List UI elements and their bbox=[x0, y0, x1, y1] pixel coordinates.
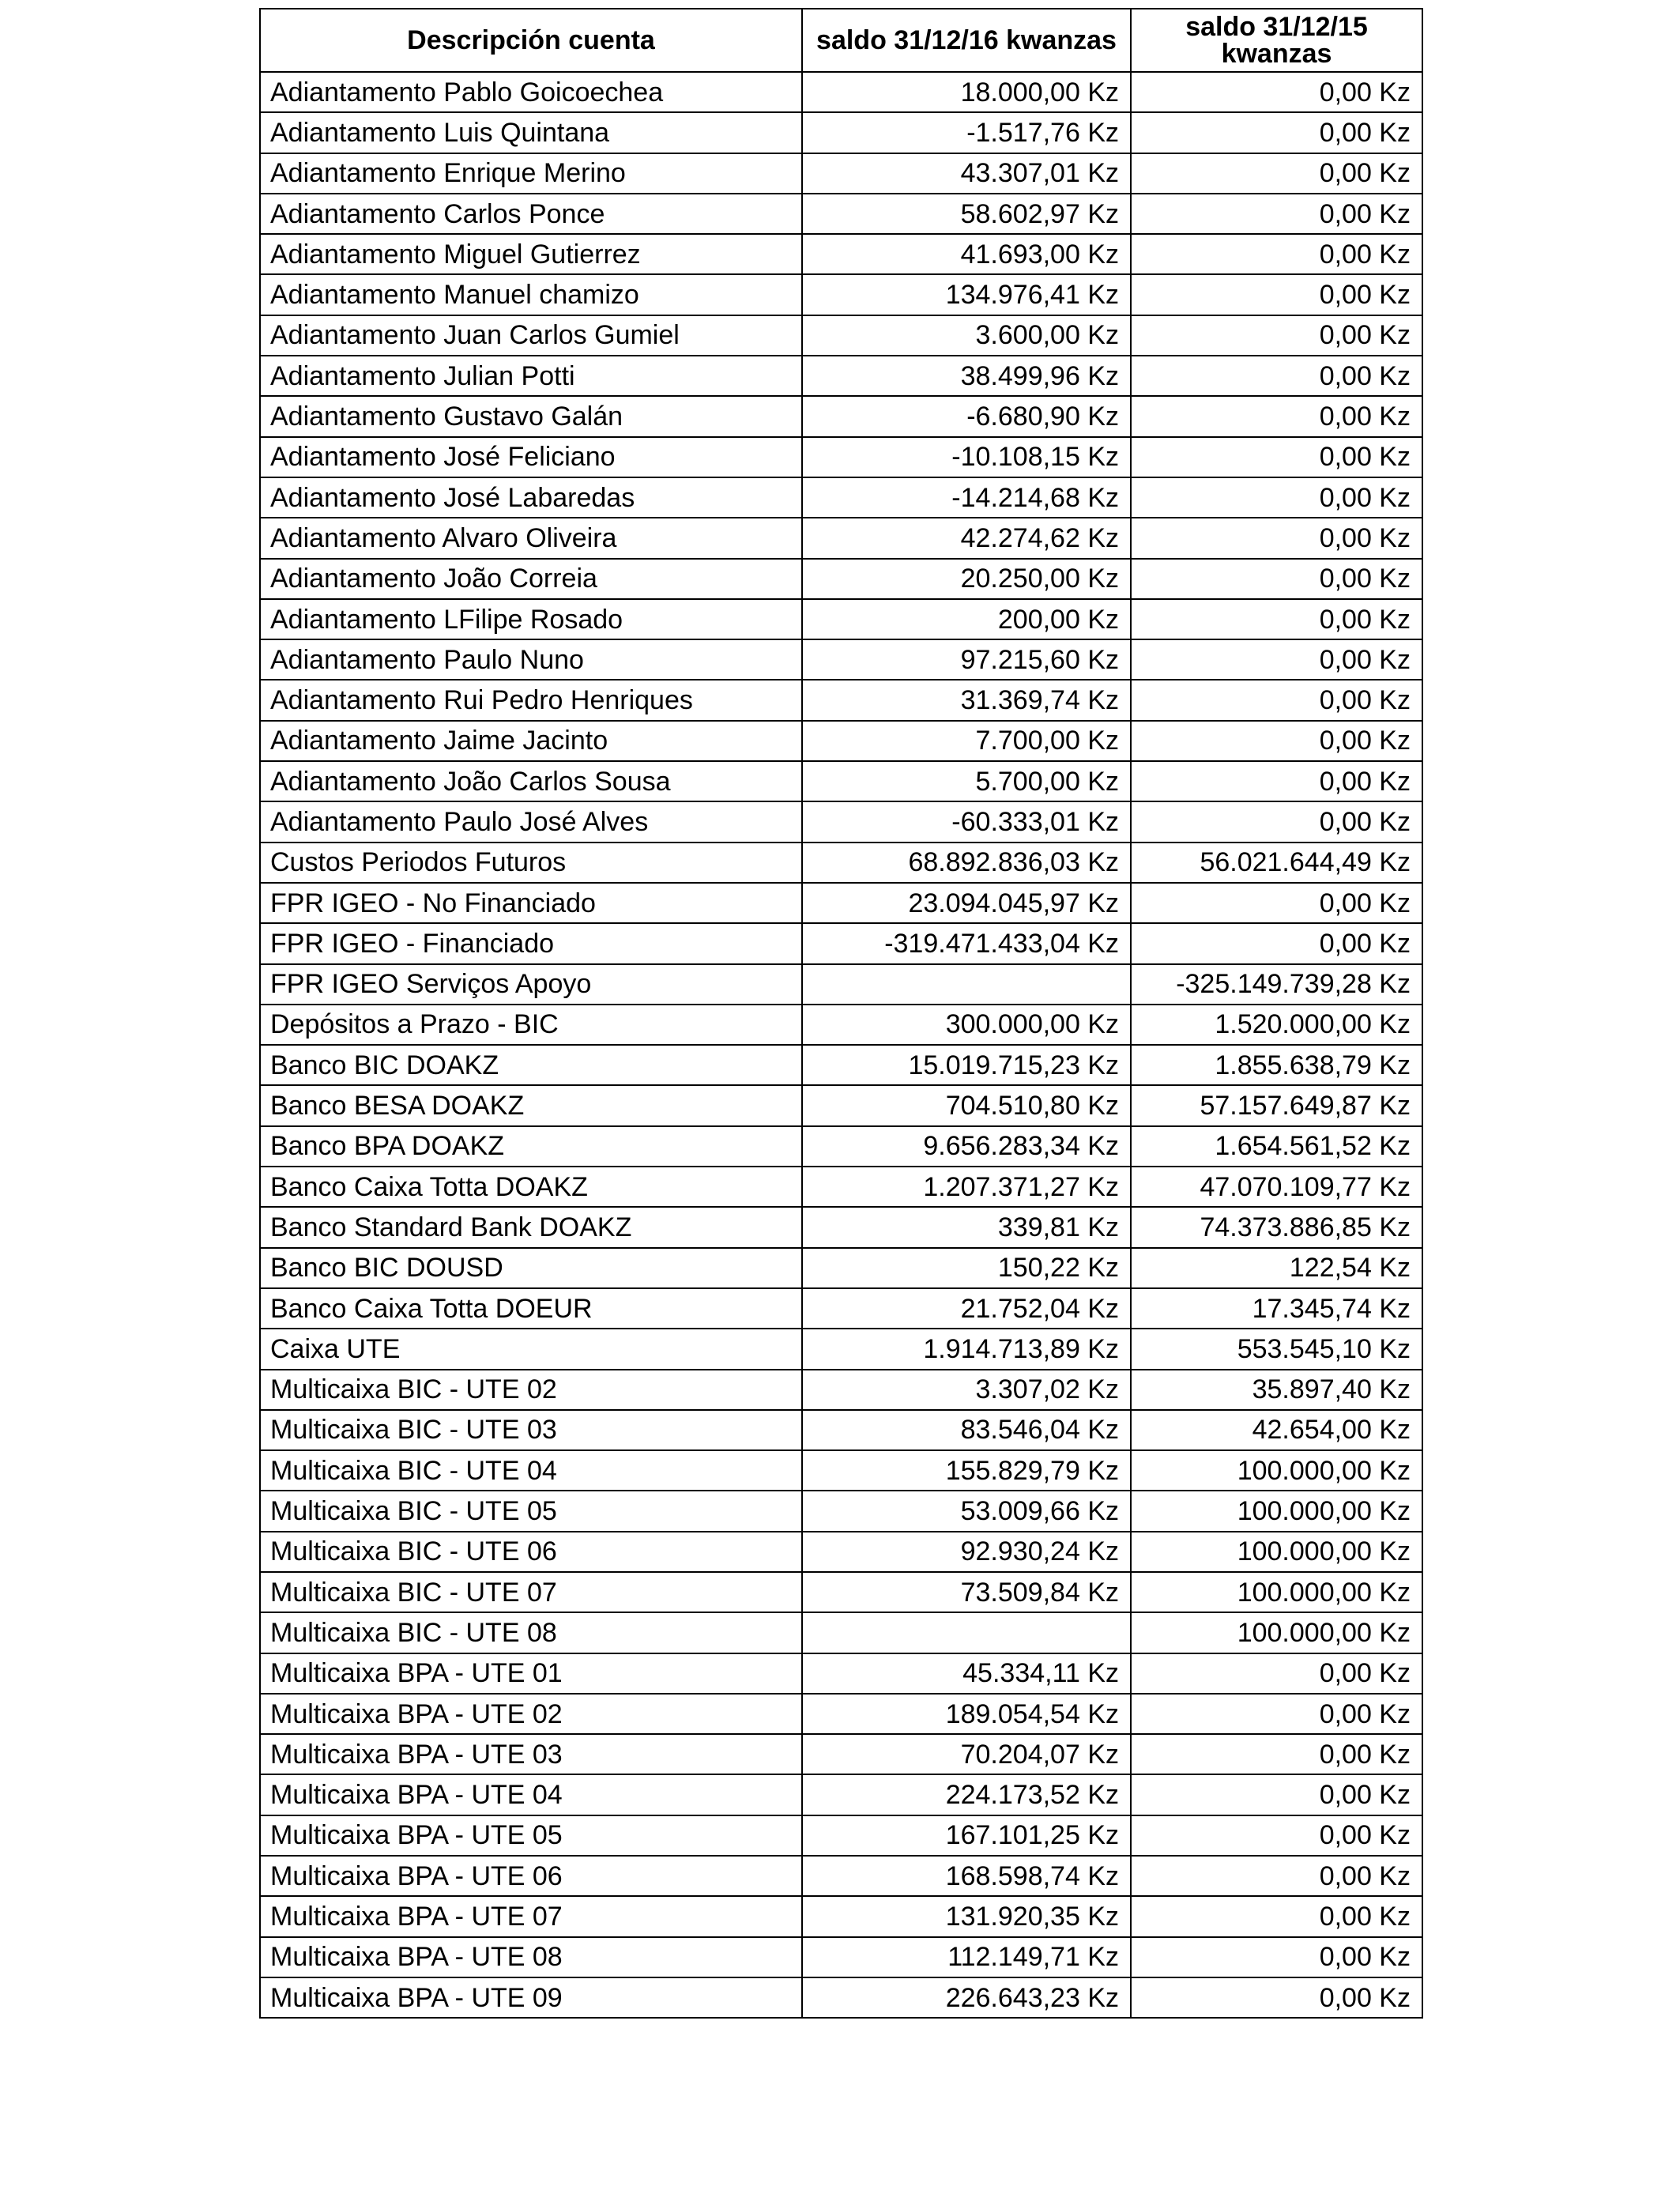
account-description-cell: Multicaixa BIC - UTE 04 bbox=[260, 1450, 802, 1491]
account-description-cell: FPR IGEO Serviços Apoyo bbox=[260, 964, 802, 1005]
account-description-cell: Adiantamento José Feliciano bbox=[260, 437, 802, 477]
saldo-2015-cell: 0,00 Kz bbox=[1131, 518, 1422, 558]
table-row bbox=[260, 1653, 1422, 1694]
table-row bbox=[260, 801, 1422, 842]
saldo-2016-cell: 42.274,62 Kz bbox=[802, 518, 1131, 558]
saldo-2015-cell: 0,00 Kz bbox=[1131, 801, 1422, 842]
account-balance-table bbox=[259, 8, 1423, 2019]
account-description-cell: Multicaixa BIC - UTE 03 bbox=[260, 1410, 802, 1450]
table-row bbox=[260, 1774, 1422, 1815]
account-description-cell: Adiantamento Julian Potti bbox=[260, 356, 802, 396]
account-description-cell: Banco BESA DOAKZ bbox=[260, 1085, 802, 1125]
saldo-2016-cell: 3.600,00 Kz bbox=[802, 315, 1131, 356]
saldo-2016-cell: 97.215,60 Kz bbox=[802, 639, 1131, 680]
saldo-2016-cell: 45.334,11 Kz bbox=[802, 1653, 1131, 1694]
account-description-cell: Adiantamento Miguel Gutierrez bbox=[260, 234, 802, 274]
saldo-2016-cell: 21.752,04 Kz bbox=[802, 1288, 1131, 1329]
account-description-cell: Adiantamento Luis Quintana bbox=[260, 112, 802, 153]
saldo-2016-cell: -1.517,76 Kz bbox=[802, 112, 1131, 153]
saldo-2015-cell: 17.345,74 Kz bbox=[1131, 1288, 1422, 1329]
saldo-2015-cell: 42.654,00 Kz bbox=[1131, 1410, 1422, 1450]
saldo-2015-cell: 35.897,40 Kz bbox=[1131, 1370, 1422, 1410]
saldo-2015-cell: 57.157.649,87 Kz bbox=[1131, 1085, 1422, 1125]
table-row bbox=[260, 923, 1422, 963]
saldo-2016-cell: 189.054,54 Kz bbox=[802, 1694, 1131, 1734]
table-body bbox=[260, 72, 1422, 2018]
saldo-2016-cell: 31.369,74 Kz bbox=[802, 680, 1131, 720]
saldo-2015-cell: 0,00 Kz bbox=[1131, 559, 1422, 599]
account-description-cell: FPR IGEO - Financiado bbox=[260, 923, 802, 963]
account-description-cell: Adiantamento Paulo José Alves bbox=[260, 801, 802, 842]
account-description-cell: Multicaixa BPA - UTE 01 bbox=[260, 1653, 802, 1694]
saldo-2016-cell: 131.920,35 Kz bbox=[802, 1896, 1131, 1936]
table-row bbox=[260, 1734, 1422, 1774]
saldo-2016-cell: -6.680,90 Kz bbox=[802, 396, 1131, 436]
saldo-2015-cell: 0,00 Kz bbox=[1131, 599, 1422, 639]
table-row bbox=[260, 1572, 1422, 1612]
table-row bbox=[260, 1126, 1422, 1167]
table-row bbox=[260, 559, 1422, 599]
saldo-2016-cell: 167.101,25 Kz bbox=[802, 1815, 1131, 1856]
table-row bbox=[260, 356, 1422, 396]
table-row bbox=[260, 1329, 1422, 1369]
saldo-2015-cell: 100.000,00 Kz bbox=[1131, 1572, 1422, 1612]
saldo-2015-cell: 0,00 Kz bbox=[1131, 194, 1422, 234]
saldo-2015-cell: 100.000,00 Kz bbox=[1131, 1491, 1422, 1531]
account-description-cell: Banco BIC DOUSD bbox=[260, 1248, 802, 1288]
saldo-2015-cell: 0,00 Kz bbox=[1131, 883, 1422, 923]
saldo-2016-cell: 224.173,52 Kz bbox=[802, 1774, 1131, 1815]
table-row bbox=[260, 72, 1422, 112]
table-row bbox=[260, 1045, 1422, 1085]
saldo-2015-cell: 0,00 Kz bbox=[1131, 437, 1422, 477]
saldo-2015-cell: 0,00 Kz bbox=[1131, 680, 1422, 720]
saldo-2015-cell: 1.520.000,00 Kz bbox=[1131, 1005, 1422, 1045]
saldo-2015-cell: 0,00 Kz bbox=[1131, 315, 1422, 356]
account-description-cell: Multicaixa BIC - UTE 08 bbox=[260, 1612, 802, 1653]
account-description-cell: Multicaixa BPA - UTE 02 bbox=[260, 1694, 802, 1734]
saldo-2015-cell: 1.654.561,52 Kz bbox=[1131, 1126, 1422, 1167]
saldo-2015-cell: 0,00 Kz bbox=[1131, 153, 1422, 194]
saldo-2015-cell: 0,00 Kz bbox=[1131, 1896, 1422, 1936]
account-description-cell: Adiantamento Carlos Ponce bbox=[260, 194, 802, 234]
account-description-cell: Multicaixa BPA - UTE 05 bbox=[260, 1815, 802, 1856]
saldo-2016-cell: 43.307,01 Kz bbox=[802, 153, 1131, 194]
saldo-2015-cell: 0,00 Kz bbox=[1131, 1977, 1422, 2018]
saldo-2016-cell: 5.700,00 Kz bbox=[802, 761, 1131, 801]
saldo-2016-cell: 155.829,79 Kz bbox=[802, 1450, 1131, 1491]
account-description-cell: Multicaixa BPA - UTE 08 bbox=[260, 1937, 802, 1977]
saldo-2016-cell: 1.914.713,89 Kz bbox=[802, 1329, 1131, 1369]
table-row bbox=[260, 1370, 1422, 1410]
saldo-2015-cell: 0,00 Kz bbox=[1131, 639, 1422, 680]
saldo-2015-cell: 0,00 Kz bbox=[1131, 1856, 1422, 1896]
table-row bbox=[260, 518, 1422, 558]
saldo-2016-cell: 15.019.715,23 Kz bbox=[802, 1045, 1131, 1085]
table-row bbox=[260, 1207, 1422, 1247]
saldo-2016-cell: 168.598,74 Kz bbox=[802, 1856, 1131, 1896]
table-row bbox=[260, 112, 1422, 153]
account-description-cell: Adiantamento Jaime Jacinto bbox=[260, 721, 802, 761]
account-description-cell: Multicaixa BPA - UTE 03 bbox=[260, 1734, 802, 1774]
saldo-2015-cell: 0,00 Kz bbox=[1131, 1694, 1422, 1734]
saldo-2016-cell: 112.149,71 Kz bbox=[802, 1937, 1131, 1977]
table-row bbox=[260, 599, 1422, 639]
table-row bbox=[260, 1167, 1422, 1207]
table-row bbox=[260, 153, 1422, 194]
table-row bbox=[260, 1856, 1422, 1896]
table-row bbox=[260, 194, 1422, 234]
saldo-2016-cell: -319.471.433,04 Kz bbox=[802, 923, 1131, 963]
saldo-2016-cell: 41.693,00 Kz bbox=[802, 234, 1131, 274]
saldo-2016-cell: 7.700,00 Kz bbox=[802, 721, 1131, 761]
table-row bbox=[260, 1612, 1422, 1653]
table-row bbox=[260, 1288, 1422, 1329]
saldo-2015-cell: -325.149.739,28 Kz bbox=[1131, 964, 1422, 1005]
saldo-2016-cell: 70.204,07 Kz bbox=[802, 1734, 1131, 1774]
saldo-2015-cell: 0,00 Kz bbox=[1131, 1815, 1422, 1856]
table-row bbox=[260, 1532, 1422, 1572]
table-row bbox=[260, 477, 1422, 518]
saldo-2016-cell: 23.094.045,97 Kz bbox=[802, 883, 1131, 923]
table-row bbox=[260, 964, 1422, 1005]
account-description-cell: Multicaixa BIC - UTE 05 bbox=[260, 1491, 802, 1531]
account-description-cell: Adiantamento Manuel chamizo bbox=[260, 274, 802, 315]
saldo-2016-cell: 3.307,02 Kz bbox=[802, 1370, 1131, 1410]
saldo-2016-cell: -10.108,15 Kz bbox=[802, 437, 1131, 477]
account-description-cell: Multicaixa BPA - UTE 09 bbox=[260, 1977, 802, 2018]
account-description-cell: FPR IGEO - No Financiado bbox=[260, 883, 802, 923]
saldo-2015-cell: 0,00 Kz bbox=[1131, 234, 1422, 274]
header-saldo-2015-text: saldo 31/12/15 kwanzas bbox=[1185, 12, 1368, 69]
account-description-cell: Multicaixa BPA - UTE 07 bbox=[260, 1896, 802, 1936]
saldo-2016-cell: 68.892.836,03 Kz bbox=[802, 843, 1131, 883]
table-row bbox=[260, 437, 1422, 477]
saldo-2016-cell: 73.509,84 Kz bbox=[802, 1572, 1131, 1612]
account-description-cell: Depósitos a Prazo - BIC bbox=[260, 1005, 802, 1045]
saldo-2015-cell: 0,00 Kz bbox=[1131, 923, 1422, 963]
table-row bbox=[260, 234, 1422, 274]
table-row bbox=[260, 1450, 1422, 1491]
table-row bbox=[260, 315, 1422, 356]
account-description-cell: Adiantamento Rui Pedro Henriques bbox=[260, 680, 802, 720]
saldo-2015-cell: 0,00 Kz bbox=[1131, 1937, 1422, 1977]
saldo-2015-cell: 0,00 Kz bbox=[1131, 1653, 1422, 1694]
account-description-cell: Adiantamento Juan Carlos Gumiel bbox=[260, 315, 802, 356]
saldo-2015-cell: 122,54 Kz bbox=[1131, 1248, 1422, 1288]
table-row bbox=[260, 639, 1422, 680]
account-description-cell: Banco BPA DOAKZ bbox=[260, 1126, 802, 1167]
account-description-cell: Multicaixa BPA - UTE 06 bbox=[260, 1856, 802, 1896]
table-row bbox=[260, 883, 1422, 923]
account-description-cell: Adiantamento Gustavo Galán bbox=[260, 396, 802, 436]
saldo-2016-cell: 339,81 Kz bbox=[802, 1207, 1131, 1247]
saldo-2015-cell: 100.000,00 Kz bbox=[1131, 1450, 1422, 1491]
account-description-cell: Adiantamento Pablo Goicoechea bbox=[260, 72, 802, 112]
saldo-2016-cell: 53.009,66 Kz bbox=[802, 1491, 1131, 1531]
table-row bbox=[260, 1005, 1422, 1045]
saldo-2015-cell: 47.070.109,77 Kz bbox=[1131, 1167, 1422, 1207]
saldo-2016-cell: 38.499,96 Kz bbox=[802, 356, 1131, 396]
saldo-2016-cell: -14.214,68 Kz bbox=[802, 477, 1131, 518]
saldo-2015-cell: 1.855.638,79 Kz bbox=[1131, 1045, 1422, 1085]
account-description-cell: Multicaixa BPA - UTE 04 bbox=[260, 1774, 802, 1815]
saldo-2016-cell bbox=[802, 964, 1131, 1005]
table-row bbox=[260, 1896, 1422, 1936]
table-row bbox=[260, 1694, 1422, 1734]
saldo-2015-cell: 0,00 Kz bbox=[1131, 112, 1422, 153]
saldo-2016-cell: 300.000,00 Kz bbox=[802, 1005, 1131, 1045]
table-row bbox=[260, 721, 1422, 761]
header-saldo-2016: saldo 31/12/16 kwanzas bbox=[802, 9, 1131, 72]
saldo-2016-cell: 704.510,80 Kz bbox=[802, 1085, 1131, 1125]
saldo-2015-cell: 0,00 Kz bbox=[1131, 721, 1422, 761]
account-description-cell: Banco Caixa Totta DOAKZ bbox=[260, 1167, 802, 1207]
table-row bbox=[260, 1410, 1422, 1450]
account-description-cell: Adiantamento João Correia bbox=[260, 559, 802, 599]
saldo-2015-cell: 0,00 Kz bbox=[1131, 396, 1422, 436]
account-description-cell: Banco BIC DOAKZ bbox=[260, 1045, 802, 1085]
header-description: Descripción cuenta bbox=[260, 9, 802, 72]
account-description-cell: Adiantamento LFilipe Rosado bbox=[260, 599, 802, 639]
account-description-cell: Adiantamento José Labaredas bbox=[260, 477, 802, 518]
saldo-2015-cell: 100.000,00 Kz bbox=[1131, 1612, 1422, 1653]
header-saldo-2015 bbox=[1131, 9, 1422, 72]
saldo-2016-cell: 134.976,41 Kz bbox=[802, 274, 1131, 315]
saldo-2015-cell: 0,00 Kz bbox=[1131, 477, 1422, 518]
account-description-cell: Adiantamento João Carlos Sousa bbox=[260, 761, 802, 801]
table-row bbox=[260, 1937, 1422, 1977]
saldo-2015-cell: 0,00 Kz bbox=[1131, 761, 1422, 801]
header-row bbox=[260, 9, 1422, 72]
saldo-2015-cell: 0,00 Kz bbox=[1131, 72, 1422, 112]
account-description-cell: Multicaixa BIC - UTE 06 bbox=[260, 1532, 802, 1572]
saldo-2016-cell: 1.207.371,27 Kz bbox=[802, 1167, 1131, 1207]
table-row bbox=[260, 761, 1422, 801]
account-description-cell: Multicaixa BIC - UTE 02 bbox=[260, 1370, 802, 1410]
account-description-cell: Caixa UTE bbox=[260, 1329, 802, 1369]
saldo-2015-cell: 0,00 Kz bbox=[1131, 1734, 1422, 1774]
account-description-cell: Adiantamento Enrique Merino bbox=[260, 153, 802, 194]
saldo-2016-cell: 18.000,00 Kz bbox=[802, 72, 1131, 112]
saldo-2016-cell: 20.250,00 Kz bbox=[802, 559, 1131, 599]
saldo-2016-cell: -60.333,01 Kz bbox=[802, 801, 1131, 842]
saldo-2015-cell: 74.373.886,85 Kz bbox=[1131, 1207, 1422, 1247]
table-row bbox=[260, 1248, 1422, 1288]
table-row bbox=[260, 1977, 1422, 2018]
account-description-cell: Adiantamento Paulo Nuno bbox=[260, 639, 802, 680]
saldo-2016-cell: 58.602,97 Kz bbox=[802, 194, 1131, 234]
saldo-2015-cell: 56.021.644,49 Kz bbox=[1131, 843, 1422, 883]
account-description-cell: Banco Standard Bank DOAKZ bbox=[260, 1207, 802, 1247]
account-description-cell: Custos Periodos Futuros bbox=[260, 843, 802, 883]
table-row bbox=[260, 843, 1422, 883]
table-row bbox=[260, 396, 1422, 436]
table-row bbox=[260, 680, 1422, 720]
saldo-2015-cell: 0,00 Kz bbox=[1131, 274, 1422, 315]
saldo-2016-cell: 150,22 Kz bbox=[802, 1248, 1131, 1288]
saldo-2015-cell: 0,00 Kz bbox=[1131, 356, 1422, 396]
saldo-2015-cell: 553.545,10 Kz bbox=[1131, 1329, 1422, 1369]
saldo-2016-cell bbox=[802, 1612, 1131, 1653]
saldo-2016-cell: 226.643,23 Kz bbox=[802, 1977, 1131, 2018]
saldo-2016-cell: 200,00 Kz bbox=[802, 599, 1131, 639]
account-description-cell: Adiantamento Alvaro Oliveira bbox=[260, 518, 802, 558]
saldo-2016-cell: 9.656.283,34 Kz bbox=[802, 1126, 1131, 1167]
saldo-2016-cell: 92.930,24 Kz bbox=[802, 1532, 1131, 1572]
table-row bbox=[260, 274, 1422, 315]
account-description-cell: Banco Caixa Totta DOEUR bbox=[260, 1288, 802, 1329]
saldo-2016-cell: 83.546,04 Kz bbox=[802, 1410, 1131, 1450]
table-header bbox=[260, 9, 1422, 72]
saldo-2015-cell: 100.000,00 Kz bbox=[1131, 1532, 1422, 1572]
account-description-cell: Multicaixa BIC - UTE 07 bbox=[260, 1572, 802, 1612]
table-row bbox=[260, 1815, 1422, 1856]
saldo-2015-cell: 0,00 Kz bbox=[1131, 1774, 1422, 1815]
table-row bbox=[260, 1491, 1422, 1531]
table-row bbox=[260, 1085, 1422, 1125]
